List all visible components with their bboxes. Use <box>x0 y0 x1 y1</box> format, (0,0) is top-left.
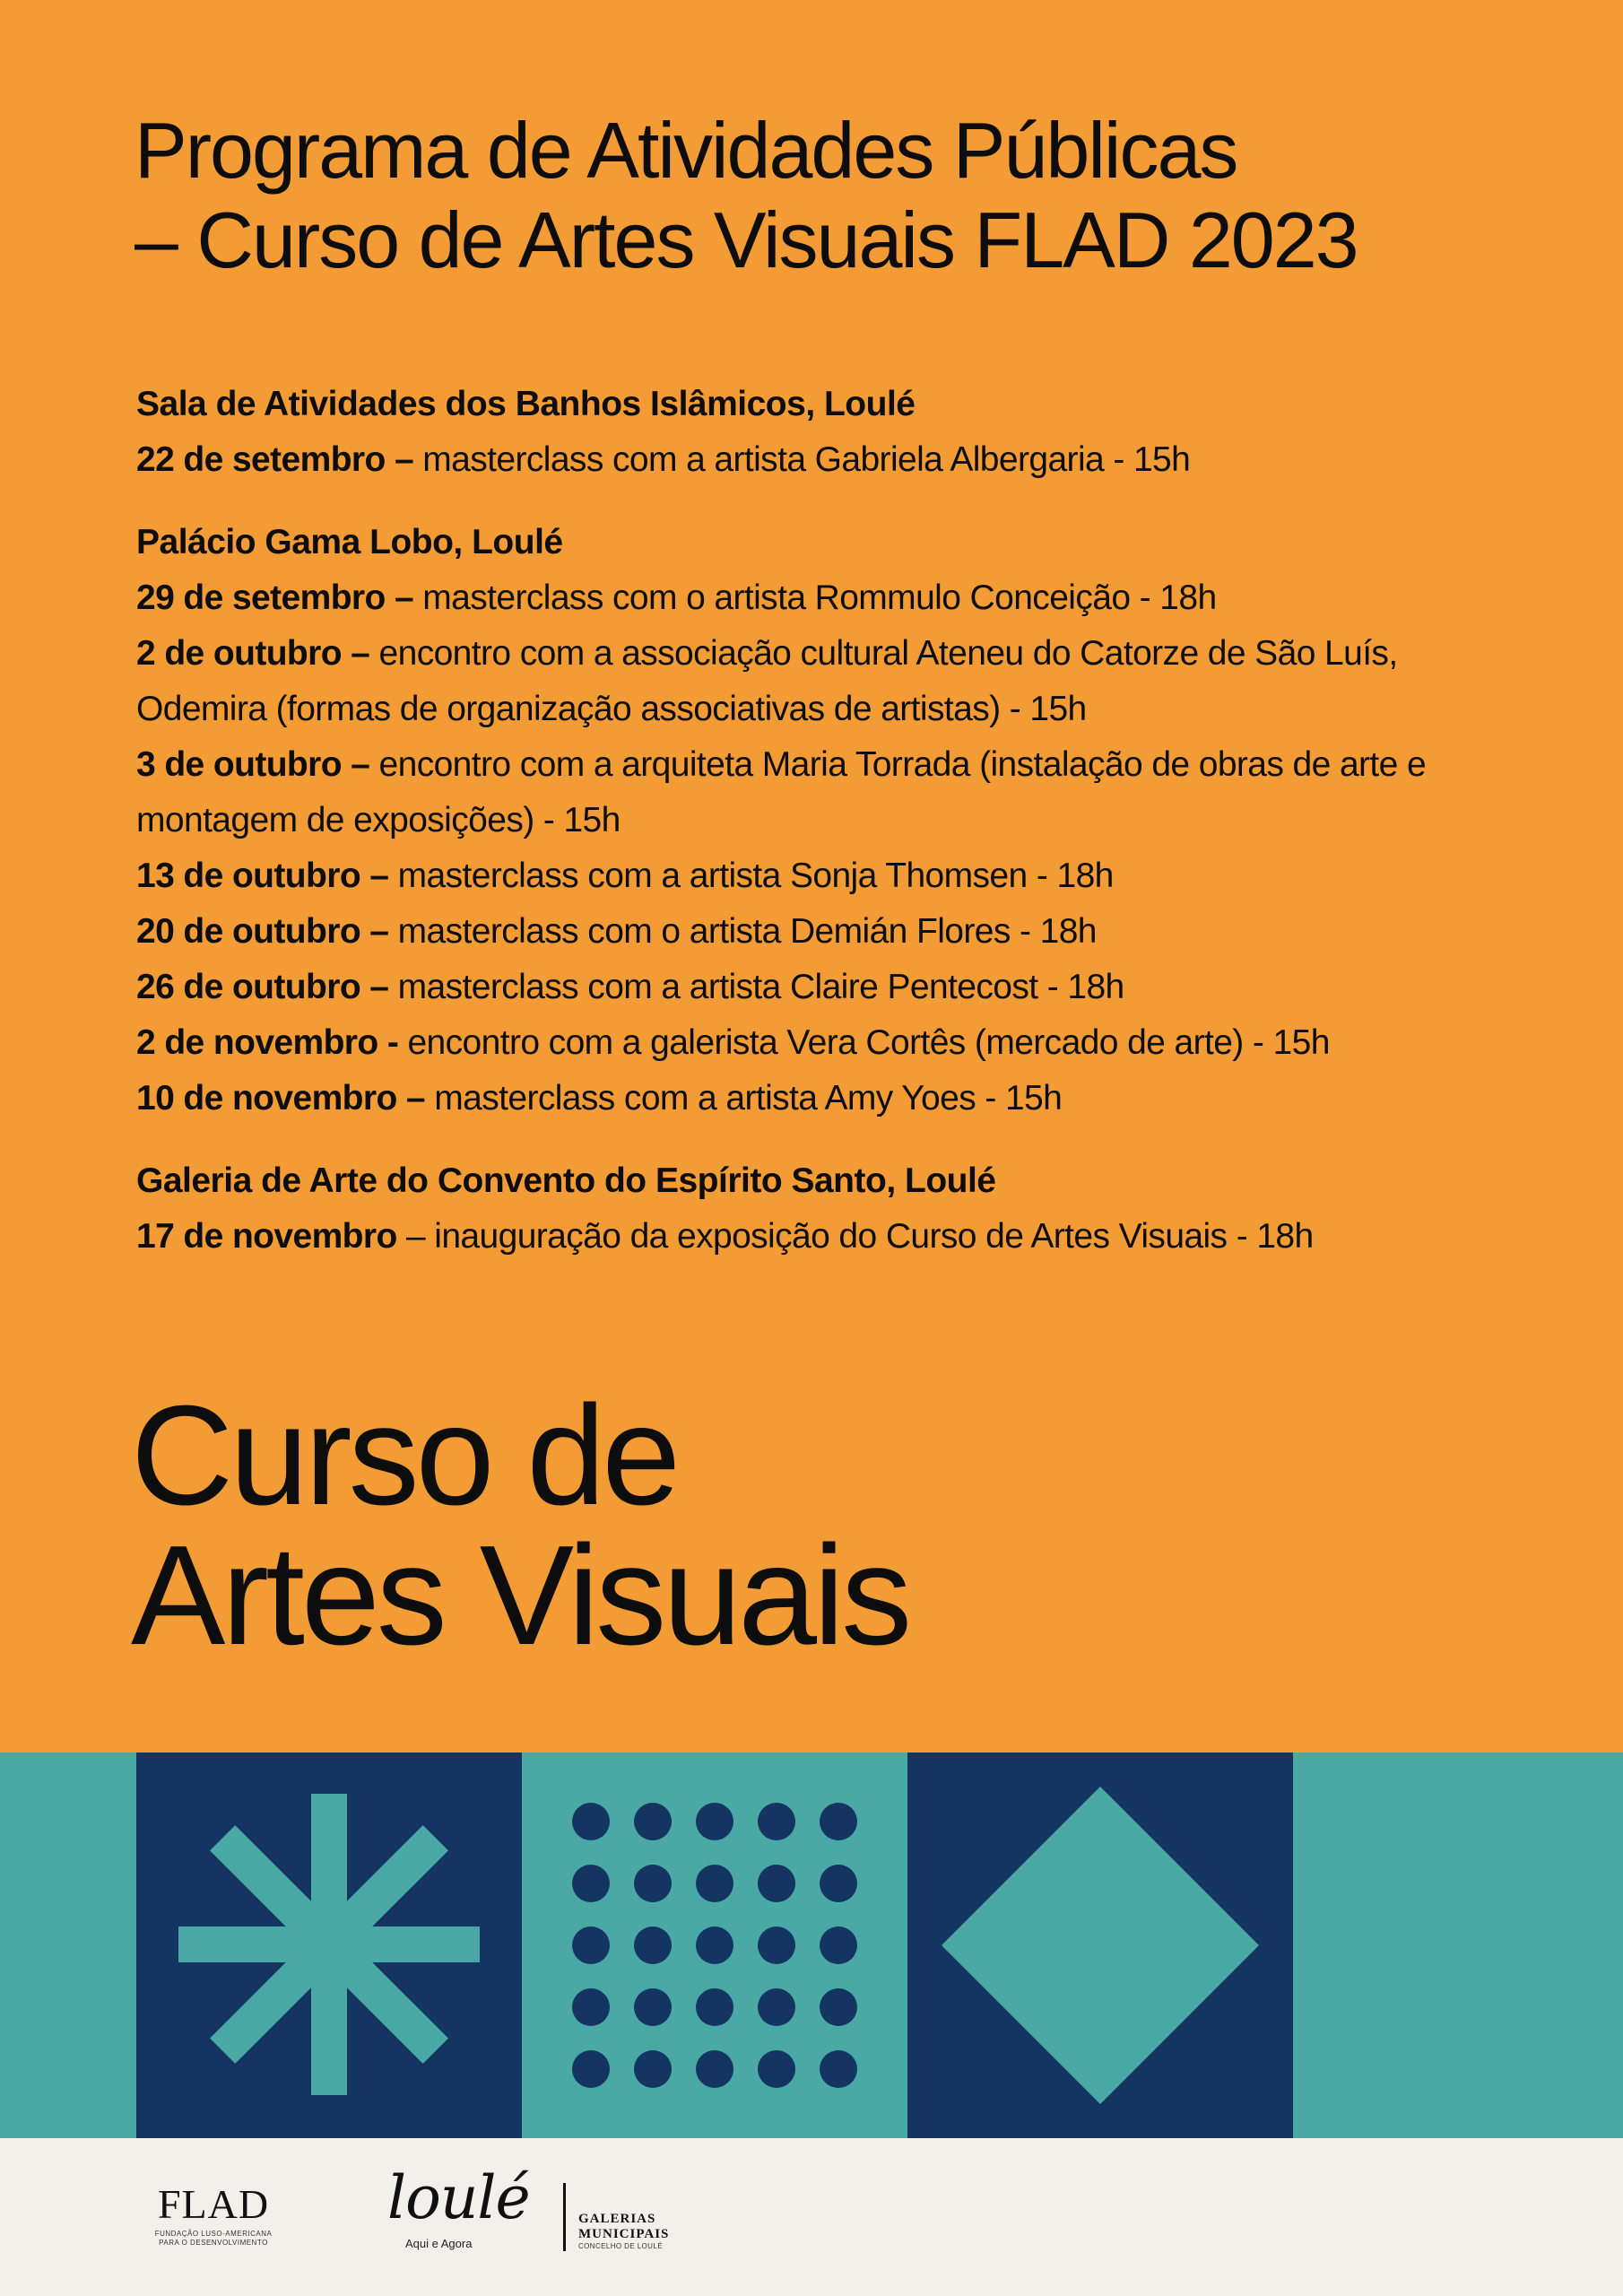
grid-dot <box>758 2050 795 2088</box>
flad-wordmark: FLAD <box>157 2181 270 2227</box>
event-description: encontro com a arquiteta Maria Torrada (instalação de obras de arte e montagem de exposições) - 15h <box>136 745 1427 839</box>
asterisk-icon <box>136 1752 522 2138</box>
municipais-line: MUNICIPAIS <box>578 2227 670 2241</box>
grid-dot <box>820 1926 857 1964</box>
grid-dot <box>696 1988 733 2026</box>
event-date: 10 de novembro – <box>136 1079 426 1118</box>
grid-dot <box>820 1988 857 2026</box>
event-date: 13 de outubro – <box>136 857 389 895</box>
event-date: 29 de setembro – <box>136 578 414 617</box>
event-description: – inauguração da exposição do Curso de Artes Visuais - 18h <box>396 1217 1314 1256</box>
event-item <box>136 1071 1535 1126</box>
course-title-line: Curso de <box>131 1377 678 1535</box>
asterisk-tile <box>136 1752 522 2138</box>
event-date: 2 de outubro – <box>136 634 370 673</box>
galerias-line: GALERIAS <box>578 2212 656 2226</box>
grid-dot <box>572 2050 610 2088</box>
event-date: 3 de outubro – <box>136 745 370 784</box>
grid-dot <box>572 1988 610 2026</box>
event-item <box>136 960 1535 1015</box>
flad-subtitle: FUNDAÇÃO LUSO-AMERICANA PARA O DESENVOLVIMENTO <box>154 2230 273 2247</box>
event-item <box>136 848 1535 904</box>
grid-dot <box>696 1865 733 1902</box>
grid-dot <box>572 1803 610 1840</box>
grid-dot <box>758 1803 795 1840</box>
grid-dot <box>634 1926 672 1964</box>
event-description: masterclass com a artista Claire Pentecost - 18h <box>388 968 1124 1006</box>
loule-logo <box>386 2163 529 2262</box>
venue-section <box>136 515 1535 1126</box>
event-item <box>136 432 1535 488</box>
venue-name: Palácio Gama Lobo, Loulé <box>136 523 563 561</box>
grid-dot <box>634 1865 672 1902</box>
grid-dot <box>820 1865 857 1902</box>
loule-wordmark: loulé <box>387 2163 530 2232</box>
grid-dot <box>572 1865 610 1902</box>
event-description: masterclass com a artista Amy Yoes - 15h <box>425 1079 1063 1118</box>
grid-dot <box>634 2050 672 2088</box>
course-title <box>131 1377 1207 1674</box>
event-description: encontro com a associação cultural Ateneu do Catorze de São Luís, Odemira (formas de organização associativas de artistas) - 15h <box>136 634 1398 728</box>
venue-section <box>136 377 1535 488</box>
event-item <box>136 570 1535 626</box>
logo-divider <box>563 2183 566 2251</box>
loule-tagline: Aqui e Agora <box>405 2237 473 2250</box>
diamond-tile <box>907 1752 1293 2138</box>
event-description: masterclass com o artista Rommulo Conceição - 18h <box>413 578 1217 617</box>
event-description: masterclass com a artista Gabriela Albergaria - 15h <box>413 440 1191 479</box>
grid-dot <box>634 1988 672 2026</box>
event-description: masterclass com o artista Demián Flores - 18h <box>388 912 1097 951</box>
event-item <box>136 737 1535 848</box>
diamond-icon <box>907 1752 1293 2138</box>
grid-dot <box>820 2050 857 2088</box>
grid-dot <box>758 1865 795 1902</box>
footer-logos <box>0 2138 1623 2296</box>
dot-grid-tile <box>522 1752 907 2138</box>
pattern-band <box>0 1752 1623 2138</box>
event-item <box>136 904 1535 960</box>
venue-name: Galeria de Arte do Convento do Espírito Santo, Loulé <box>136 1161 996 1200</box>
course-title-line: Artes Visuais <box>131 1517 909 1674</box>
grid-dot <box>758 1926 795 1964</box>
grid-dot <box>696 2050 733 2088</box>
page-title <box>135 106 1533 285</box>
event-date: 20 de outubro – <box>136 912 389 951</box>
flad-logo <box>151 2183 276 2248</box>
dot-grid-icon <box>522 1752 907 2138</box>
event-date: 26 de outubro – <box>136 968 389 1006</box>
galerias-municipais-logo <box>578 2212 669 2251</box>
grid-dot <box>820 1803 857 1840</box>
grid-dot <box>572 1926 610 1964</box>
grid-dot <box>696 1803 733 1840</box>
title-line: Programa de Atividades Públicas <box>135 106 1237 195</box>
grid-dot <box>634 1803 672 1840</box>
grid-dot <box>696 1926 733 1964</box>
event-item <box>136 626 1535 737</box>
galerias-subtitle: CONCELHO DE LOULÉ <box>578 2242 663 2250</box>
event-item <box>136 1015 1535 1071</box>
venue-name: Sala de Atividades dos Banhos Islâmicos, Loulé <box>136 385 916 423</box>
event-description: encontro com a galerista Vera Cortês (mercado de arte) - 15h <box>398 1023 1330 1062</box>
event-date: 22 de setembro – <box>136 440 414 479</box>
event-date: 2 de novembro - <box>136 1023 399 1062</box>
venue-section <box>136 1153 1535 1265</box>
title-line: – Curso de Artes Visuais FLAD 2023 <box>135 196 1358 284</box>
event-date: 17 de novembro <box>136 1217 397 1256</box>
program-list <box>136 377 1535 1292</box>
event-item <box>136 1209 1535 1265</box>
event-description: masterclass com a artista Sonja Thomsen - 18h <box>388 857 1114 895</box>
grid-dot <box>758 1988 795 2026</box>
